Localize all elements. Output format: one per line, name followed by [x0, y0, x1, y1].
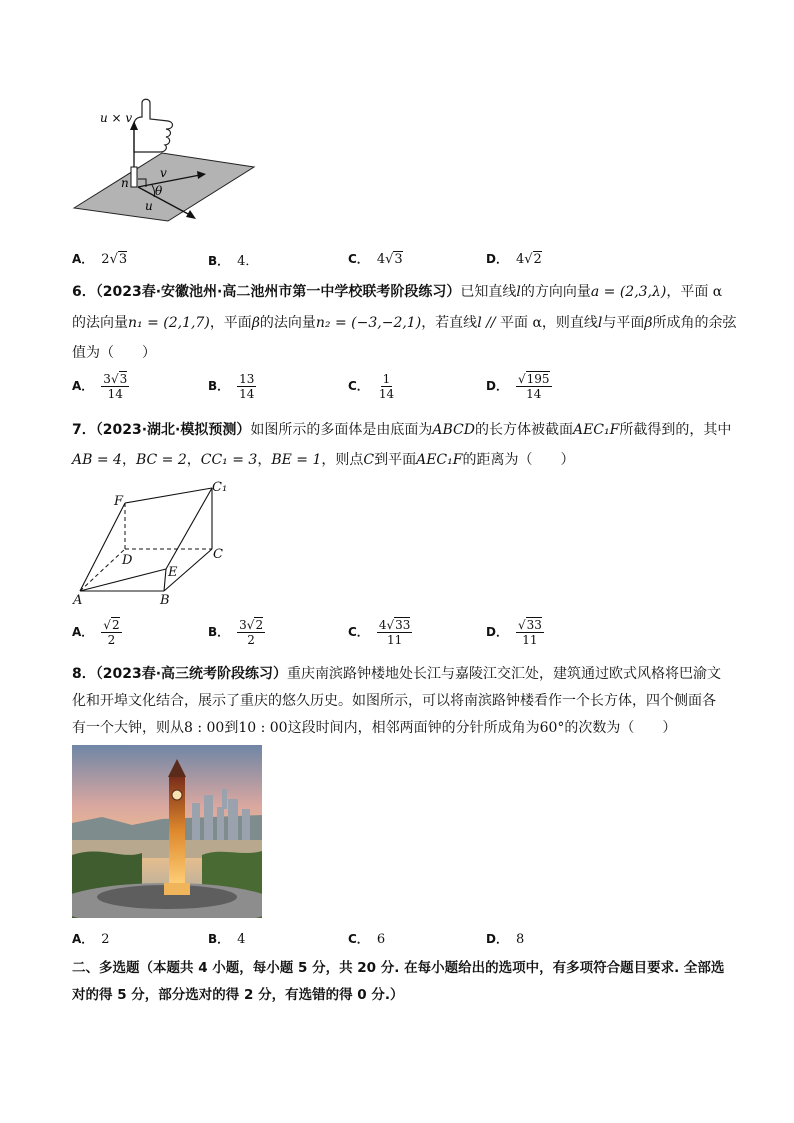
q7-text: 的距离为（ ）	[462, 452, 575, 468]
option-letter: A．	[72, 252, 94, 266]
option-letter: B．	[208, 379, 230, 393]
frac-numerator: 13	[239, 372, 255, 386]
q8-line-1	[72, 665, 721, 683]
option-radicand: 3	[118, 252, 128, 267]
q5-option-a[interactable]: A． 2√3	[72, 252, 128, 267]
q6-option-a[interactable]	[72, 372, 129, 401]
q7-text: 到平面	[374, 452, 417, 468]
q7-abcd: ABCD	[432, 422, 475, 438]
q6-text: 的法向量	[259, 315, 316, 331]
q6-vector-n2: n₂ = (−3,−2,1)	[315, 315, 422, 331]
q8-source: （2023春·高三统考阶段练习）	[95, 666, 288, 682]
frac-radicand: 33	[526, 618, 542, 632]
frac-denominator: 11	[386, 633, 403, 647]
q7-cond-bc: BC = 2	[135, 452, 187, 468]
cross-product-figure	[72, 95, 262, 235]
q6-source: （2023春·安徽池州·高二池州市第一中学校联考阶段练习）	[95, 284, 461, 300]
q7-option-d[interactable]	[486, 618, 544, 647]
q7-line-1	[72, 421, 731, 439]
frac-denominator: 14	[107, 387, 123, 401]
section-2-heading-line-1: 二、多选题（本题共 4 小题，每小题 5 分，共 20 分. 在每小题给出的选项中，有多项符合题目要求. 全部选	[72, 960, 725, 976]
vertex-a-label: A	[73, 593, 83, 608]
q6-text: 已知直线	[460, 284, 517, 300]
q7-number: 7．	[72, 422, 96, 438]
q7-plane: AEC₁F	[416, 452, 463, 468]
q8-text: 有一个大钟，则从	[72, 720, 184, 736]
q6-text: ，平面 α	[666, 284, 723, 300]
option-letter: A．	[72, 379, 94, 393]
option-fraction: $\frac{√33}{11}$	[517, 618, 542, 647]
option-radicand: 3	[394, 252, 403, 267]
frac-numerator: 1	[382, 372, 391, 386]
theta-label: θ	[155, 184, 163, 198]
option-text: 2	[101, 932, 110, 947]
frac-radicand: 3	[119, 372, 128, 386]
q5-option-d[interactable]: D． 4√2	[486, 252, 542, 267]
q5-option-b[interactable]	[208, 250, 258, 269]
vertex-c1-label: C₁	[212, 480, 228, 495]
clock-tower-photo	[72, 745, 262, 918]
q7-source: （2023·湖北·模拟预测）	[95, 422, 251, 438]
q6-beta: β	[251, 315, 260, 331]
option-text: 8	[515, 932, 525, 947]
q7-text: 的长方体被截面	[474, 422, 573, 438]
option-fraction	[377, 372, 396, 401]
option-fraction: $\frac{3√2}{2}$	[239, 618, 264, 647]
q8-option-d[interactable]	[486, 930, 524, 947]
q6-vector-a: a = (2,3,λ)	[590, 284, 667, 300]
plane-shape	[74, 153, 254, 221]
vertex-c-label: C	[213, 547, 223, 562]
option-letter: B．	[208, 932, 230, 946]
u-label: u	[145, 199, 153, 213]
option-letter: C．	[348, 379, 369, 393]
q7-cond-be: BE = 1	[271, 452, 322, 468]
frac-denominator: 2	[107, 633, 116, 647]
option-letter: B．	[208, 254, 230, 268]
q8-option-c[interactable]	[348, 930, 385, 947]
option-text: 4．	[237, 254, 259, 269]
q7-option-b[interactable]	[208, 618, 265, 647]
option-text: 4	[237, 932, 246, 947]
frac-denominator: 14	[526, 387, 542, 401]
option-coef: 2	[101, 252, 110, 267]
q6-text: 的方向向量	[520, 284, 591, 300]
q6-text: 所成角的余弦	[652, 315, 737, 331]
option-letter: D．	[486, 252, 508, 266]
option-fraction: $\frac{4√33}{11}$	[378, 618, 411, 647]
q7-text: 如图所示的多面体是由底面为	[250, 422, 433, 438]
q6-option-b[interactable]	[208, 372, 256, 401]
q6-option-c[interactable]	[348, 372, 396, 401]
q8-text: 重庆南滨路钟楼地处长江与嘉陵江交汇处，建筑通过欧式风格将巴渝文	[287, 666, 722, 682]
frac-denominator: 14	[378, 387, 395, 401]
frac-radicand: 195	[526, 372, 550, 386]
q6-text: 值为（ ）	[72, 345, 156, 361]
frac-coef: 3	[239, 618, 247, 632]
frac-radicand: 2	[255, 618, 264, 632]
option-letter: C．	[348, 932, 369, 946]
q8-text: 这段时间内，相邻两面钟的分针所成角为	[287, 720, 540, 736]
q7-line-2: AB = 4，BC = 2，CC₁ = 3，BE = 1，则点C到平面AEC₁F的距离为（ ）	[72, 452, 575, 468]
q6-text: 与平面	[602, 315, 645, 331]
option-radicand: 2	[533, 252, 542, 267]
q6-option-d[interactable]	[486, 372, 552, 401]
option-letter: D．	[486, 625, 508, 639]
frac-coef: 4	[378, 618, 387, 632]
q6-line-3	[72, 344, 156, 362]
q5-option-c[interactable]: C． 4√3	[348, 252, 403, 267]
q8-text: 到	[224, 720, 239, 736]
frac-coef: 3	[103, 372, 111, 386]
vertex-f-label: F	[114, 494, 124, 509]
q6-beta: β	[644, 315, 653, 331]
option-letter: D．	[486, 932, 508, 946]
q6-text: 平面 α，则直线	[500, 315, 598, 331]
option-fraction: $\frac{√195}{14}$	[517, 372, 550, 401]
frac-denominator: 14	[239, 387, 255, 401]
q8-angle: 60°	[539, 720, 565, 736]
q8-option-b[interactable]	[208, 930, 245, 947]
vertex-e-label: E	[168, 565, 178, 580]
q6-l: l	[597, 315, 603, 331]
q6-l: l	[516, 284, 521, 300]
option-letter: C．	[348, 625, 369, 639]
n-label: n	[121, 176, 129, 190]
q7-cond-ab: AB = 4	[72, 452, 122, 468]
q7-point-c: C	[363, 452, 375, 468]
v-label: v	[160, 166, 167, 180]
q6-vector-n1: n₁ = (2,1,7)	[128, 315, 210, 331]
q7-plane: AEC₁F	[572, 422, 620, 438]
option-letter: B．	[208, 625, 230, 639]
option-letter: A．	[72, 625, 94, 639]
q6-parallel: l //	[477, 315, 500, 331]
polyhedron-figure	[72, 478, 232, 608]
q8-number: 8．	[72, 666, 96, 682]
q6-line-2	[72, 314, 736, 332]
q8-line-3	[72, 719, 676, 737]
option-fraction: $\frac{√2}{2}$	[103, 618, 120, 647]
q8-option-a[interactable]	[72, 930, 110, 947]
frac-denominator: 2	[247, 633, 255, 647]
section-2-heading-line-2: 对的得 5 分，部分选对的得 2 分，有选错的得 0 分.）	[72, 987, 404, 1003]
q8-line-2	[72, 692, 716, 710]
vertex-d-label: D	[122, 553, 133, 568]
q8-time-start: 8 : 00	[184, 720, 225, 736]
q7-text: 所截得到的，其中	[619, 422, 732, 438]
q7-option-a[interactable]	[72, 618, 122, 647]
q6-text: 的法向量	[72, 315, 128, 331]
right-hand-icon	[134, 99, 173, 152]
q7-cond-cc1: CC₁ = 3	[200, 452, 258, 468]
option-fraction: $\frac{3√3}{14}$	[103, 372, 128, 401]
option-fraction	[237, 372, 256, 401]
q6-line-1	[72, 283, 722, 301]
option-letter: A．	[72, 932, 94, 946]
q8-time-end: 10 : 00	[238, 720, 288, 736]
q8-text: 的次数为（ ）	[564, 720, 677, 736]
cross-label: u × v	[100, 111, 133, 125]
q6-number: 6．	[72, 284, 96, 300]
option-text: 6	[376, 932, 386, 947]
option-letter: C．	[348, 252, 369, 266]
option-letter: D．	[486, 379, 508, 393]
vertex-b-label: B	[160, 593, 170, 608]
frac-radicand: 2	[111, 618, 120, 632]
option-coef: 4	[376, 252, 386, 267]
q7-option-c[interactable]	[348, 618, 412, 647]
frac-denominator: 11	[522, 633, 538, 647]
option-coef: 4	[515, 252, 525, 267]
q8-text: 化和开埠文化结合，展示了重庆的悠久历史。如图所示，可以将南滨路钟楼看作一个长方体，四个侧面各	[72, 693, 716, 709]
q6-text: ，平面	[209, 315, 252, 331]
q7-text: ，则点	[321, 452, 364, 468]
q6-text: ，若直线	[421, 315, 478, 331]
frac-radicand: 33	[395, 618, 411, 632]
